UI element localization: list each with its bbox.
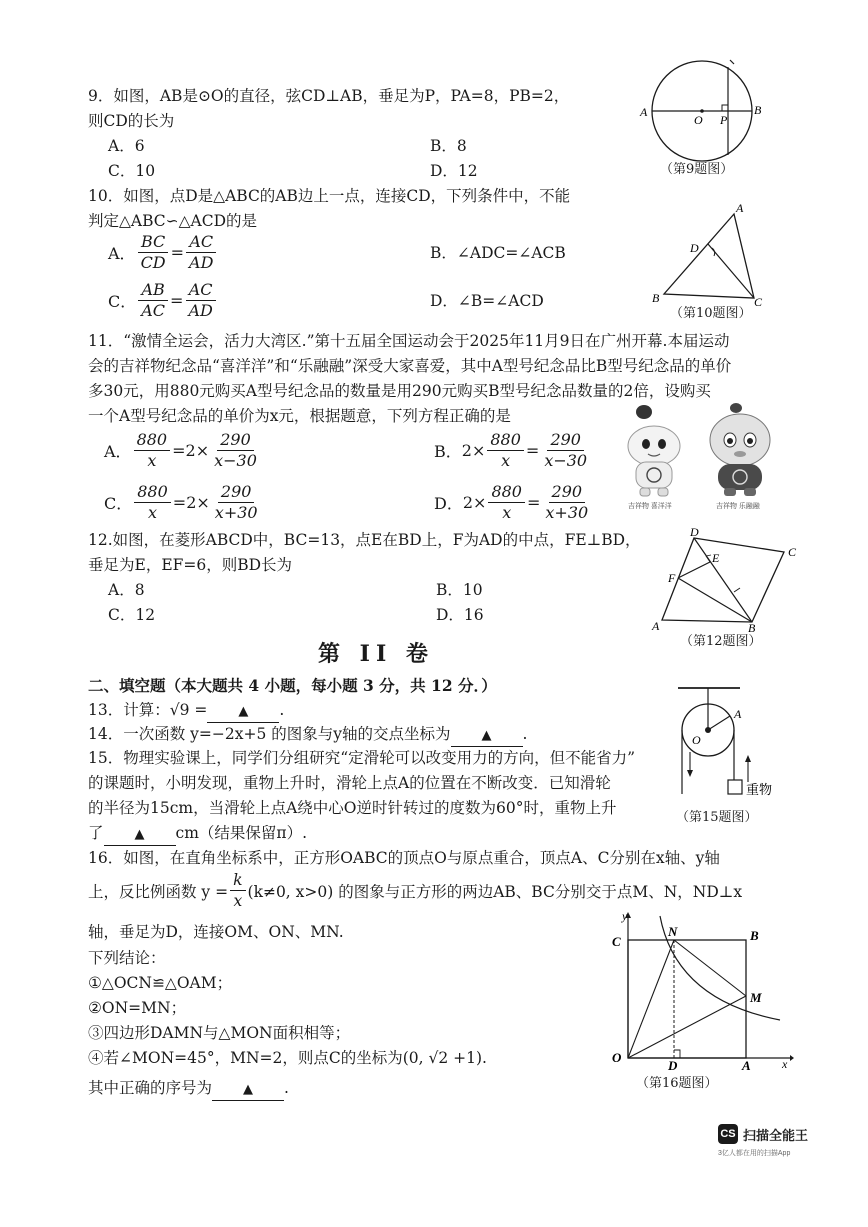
q11-option-d: D． 2× $\frac{880}{x}$ = $\frac{290}{x+30}$	[434, 482, 589, 522]
q11-option-b: B． 2× $\frac{880}{x}$ = $\frac{290}{x-30}$	[434, 430, 588, 470]
q15-stem-line2: 的课题时，小明发现，重物上升时，滑轮上点A的位置在不断改变．已知滑轮	[88, 774, 611, 792]
q16-label-x: x	[782, 1057, 788, 1070]
q9-option-d: D．12	[430, 162, 478, 180]
q11-stem-line3: 多30元，用880元购买A型号纪念品的数量是用290元购买B型号纪念品数量的2倍，设购买	[88, 382, 711, 400]
q14: 14．一次函数 y=−2x+5 的图象与y轴的交点坐标为 ▲ .	[88, 724, 527, 747]
q10-label-a: A	[736, 201, 744, 215]
q10-option-a: A． $\frac{BC}{CD}$ = $\frac{AC}{AD}$	[108, 232, 218, 273]
q12-label-b: B	[748, 621, 756, 634]
q9-label-p: P	[720, 113, 728, 127]
camscanner-logo-icon: CS	[718, 1124, 738, 1144]
q12-option-d: D．16	[436, 606, 484, 624]
q10-option-c: C． $\frac{AB}{AC}$ = $\frac{AC}{AD}$	[108, 280, 218, 321]
q12-label-e: E	[712, 551, 720, 565]
q11-stem-line1: 11．“激情全运会，活力大湾区.”第十五届全国运动会于2025年11月9日在广州开幕.本届运动	[88, 332, 730, 350]
q16-label-n: N	[668, 924, 678, 939]
q15-stem-line3: 的半径为15cm，当滑轮上点A绕中心O逆时针转过的度数为60°时，重物上升	[88, 799, 617, 817]
q16-conclusion-3: ③四边形DAMN与△MON面积相等；	[88, 1024, 351, 1042]
q16-caption: （第16题图）	[636, 1076, 718, 1091]
q9-label-a: A	[640, 105, 648, 119]
section-2-title: 第 II 卷	[318, 641, 434, 667]
q16-conclusions-title: 下列结论：	[88, 949, 166, 967]
q10-stem-line1: 10．如图，点D是△ABC的AB边上一点，连接CD，下列条件中，不能	[88, 187, 571, 205]
q9-option-c: C．10	[108, 162, 156, 180]
q15-weight-label: 重物	[746, 782, 773, 797]
q12-label-d: D	[690, 526, 699, 539]
q16-stem-line1: 16．如图，在直角坐标系中，正方形OABC的顶点O与原点重合，顶点A、C分别在x轴、y轴	[88, 849, 720, 867]
q11-stem-line2: 会的吉祥物纪念品“喜洋洋”和“乐融融”深受大家喜爱，其中A型号纪念品比B型号纪念品的单价	[88, 357, 732, 375]
q15-caption: （第15题图）	[676, 810, 758, 825]
q16-conclusion-1: ①△OCN≌△OAM；	[88, 974, 233, 992]
q16-coordinate-figure	[604, 910, 794, 1070]
q12-label-a: A	[652, 619, 660, 633]
q9-stem-line1: 9．如图，AB是⊙O的直径，弦CD⊥AB，垂足为P，PA=8，PB=2，	[88, 87, 570, 105]
q16-label-d: D	[668, 1058, 678, 1070]
mascot-xiyangyang-name: 吉祥物 喜洋洋	[628, 502, 672, 510]
fill-in-section-header: 二、填空题（本大题共 4 小题，每小题 3 分，共 12 分．）	[88, 676, 497, 695]
q16-answer-line: 其中正确的序号为 ▲ .	[88, 1078, 289, 1101]
q9-stem-line2: 则CD的长为	[88, 112, 175, 130]
q16-label-c: C	[612, 934, 621, 949]
camscanner-name: 扫描全能王	[743, 1127, 809, 1143]
q15-stem-line4: 了 ▲ cm（结果保留π）.	[88, 823, 307, 846]
q10-label-c: C	[754, 295, 763, 309]
q16-label-a: A	[742, 1058, 751, 1070]
q10-label-d: D	[690, 241, 699, 255]
q11-option-a: A． $\frac{880}{x}$ =2× $\frac{290}{x-30}$	[104, 430, 257, 470]
q15-stem-line1: 15．物理实验课上，同学们分组研究“定滑轮可以改变用力的方向，但不能省力”	[88, 749, 636, 767]
camscanner-watermark	[718, 1124, 808, 1144]
q12-option-b: B．10	[436, 581, 483, 599]
q16-label-m: M	[750, 990, 762, 1005]
q15-label-a: A	[734, 707, 742, 721]
q16-stem-line2: 上，反比例函数 y = $\frac{k}{x}$ (k≠0, x>0) 的图象与正方形的两边AB、BC分别交于点M、N，ND⊥x	[88, 871, 743, 910]
q10-caption: （第10题图）	[670, 306, 752, 321]
q16-label-y: y	[622, 910, 628, 923]
q10-label-b: B	[652, 291, 660, 305]
q9-caption: （第9题图）	[660, 162, 734, 177]
mascot-lerongrong-name: 吉祥物 乐融融	[716, 502, 760, 510]
mascot-xiyangyang-image	[614, 400, 694, 510]
q9-figure	[636, 56, 776, 166]
q12-stem-line1: 12.如图，在菱形ABCD中，BC=13，点E在BD上，F为AD的中点，FE⊥BD，	[88, 531, 641, 549]
q12-caption: （第12题图）	[680, 634, 762, 649]
q9-option-a: A．6	[108, 137, 145, 155]
q10-option-d: D．∠B=∠ACD	[430, 292, 544, 310]
q12-label-c: C	[788, 545, 797, 559]
camscanner-tagline: 3亿人都在用的扫描App	[718, 1150, 791, 1157]
q15-pulley-figure	[668, 682, 798, 810]
q9-option-b: B．8	[430, 137, 467, 155]
q12-stem-line2: 垂足为E，EF=6，则BD长为	[88, 556, 293, 574]
q11-stem-line4: 一个A型号纪念品的单价为x元，根据题意，下列方程正确的是	[88, 407, 511, 425]
q16-stem-line3: 轴，垂足为D，连接OM、ON、MN.	[88, 923, 344, 941]
q16-conclusion-2: ②ON=MN；	[88, 999, 187, 1017]
q9-label-b: B	[754, 103, 762, 117]
q11-option-c: C． $\frac{880}{x}$ =2× $\frac{290}{x+30}$	[104, 482, 258, 522]
q13: 13．计算：√9 = ▲ .	[88, 700, 284, 723]
q12-option-a: A．8	[108, 581, 145, 599]
q10-option-b: B．∠ADC=∠ACB	[430, 244, 566, 262]
q12-label-f: F	[668, 571, 676, 585]
q10-figure	[646, 198, 776, 310]
q15-label-o: O	[692, 733, 701, 747]
q16-label-b: B	[750, 928, 759, 943]
q12-figure	[648, 526, 808, 634]
q12-option-c: C．12	[108, 606, 156, 624]
q16-label-o: O	[612, 1050, 622, 1065]
q9-label-o: O	[694, 113, 703, 127]
q16-conclusion-4: ④若∠MON=45°，MN=2，则点C的坐标为(0, √2 +1).	[88, 1049, 487, 1067]
mascot-lerongrong-image	[698, 400, 782, 510]
q10-stem-line2: 判定△ABC∽△ACD的是	[88, 212, 258, 230]
